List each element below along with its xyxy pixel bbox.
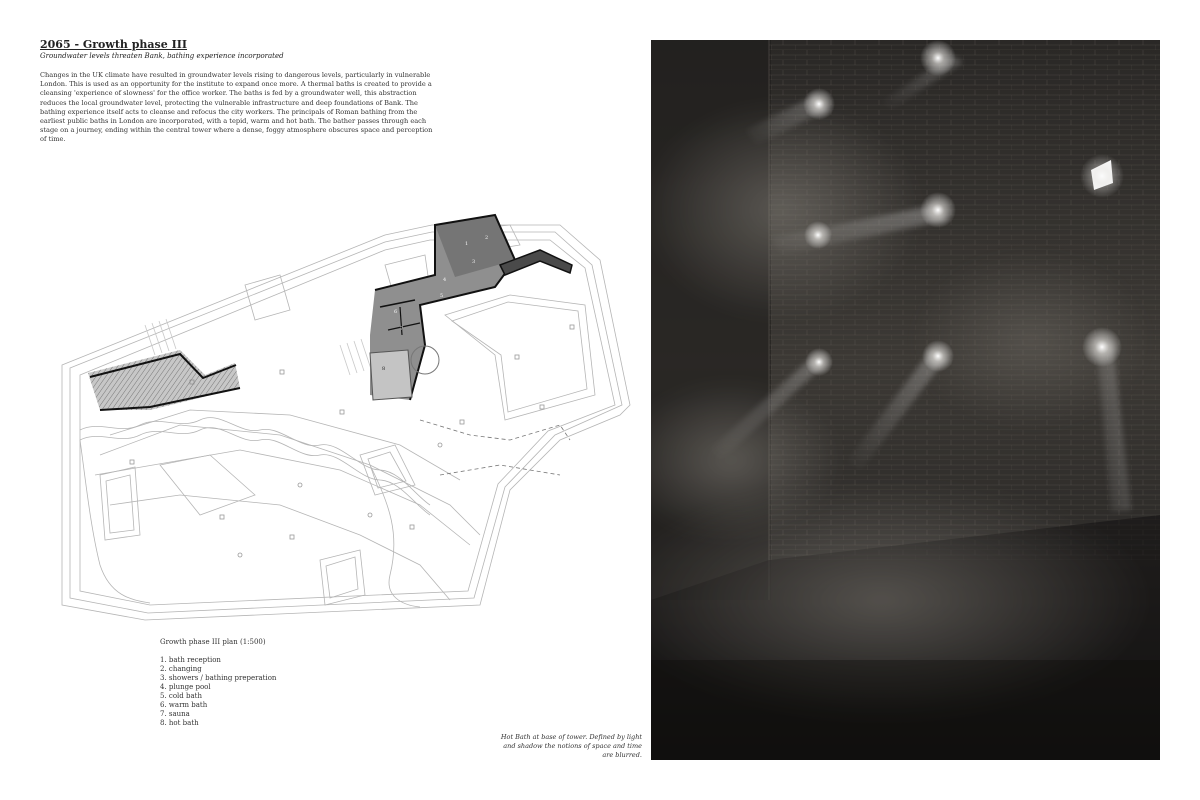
column-markers (130, 325, 574, 557)
legend-item: 8. hot bath (160, 719, 199, 727)
room-label-1: 1 (465, 241, 469, 247)
board-subtitle: Groundwater levels threaten Bank, bathing experience incorporated (40, 52, 284, 60)
room-label-7: 7 (400, 326, 404, 332)
room-label-2: 2 (485, 235, 489, 241)
plan-title: Growth phase III plan (1:500) (160, 638, 266, 646)
legend-item: 2. changing (160, 665, 202, 673)
room-label-6: 6 (394, 309, 398, 315)
room-label-5: 5 (440, 293, 444, 299)
board-title: 2065 - Growth phase III (40, 38, 188, 51)
room-label-3: 3 (472, 259, 476, 265)
legend-item: 6. warm bath (160, 701, 208, 709)
legend-item: 7. sauna (160, 710, 190, 718)
legend-item: 5. cold bath (160, 692, 202, 700)
render-caption: Hot Bath at base of tower. Defined by light and shadow the notions of space and time are blurred. (500, 733, 642, 759)
intro-paragraph: Changes in the UK climate have resulted in groundwater levels rising to dangerous levels, particularly in vulnerable London. This is used as an opportunity for the institute to expand once more. A thermal baths is created to provide a cleansing 'experience of slowness' for the office worker. The baths is fed by a groundwater well, this abstraction reduces the local groundwater level, protecting the vulnerable infrastructure and deep foundations of Bank. The bathing experience itself acts to cleanse and refocus the city workers. The principals of Roman bathing from the earliest public baths in London are incorporated, with a tepid, warm and hot bath. The bather passes through each stage on a journey, ending within the central tower where a dense, foggy atmosphere obscures space and perception of time. (40, 71, 433, 144)
legend-item: 1. bath reception (160, 656, 221, 664)
site-outline (62, 225, 630, 620)
growth-phase-plan-drawing (40, 205, 640, 630)
room-label-4: 4 (443, 277, 447, 283)
room-label-8: 8 (382, 366, 386, 372)
bath-route-highlight (88, 215, 572, 410)
legend-list (160, 656, 276, 728)
hot-bath-render-image (651, 40, 1160, 760)
legend-item: 3. showers / bathing preperation (160, 674, 277, 682)
plan-legend (160, 638, 276, 728)
legend-item: 4. plunge pool (160, 683, 211, 691)
